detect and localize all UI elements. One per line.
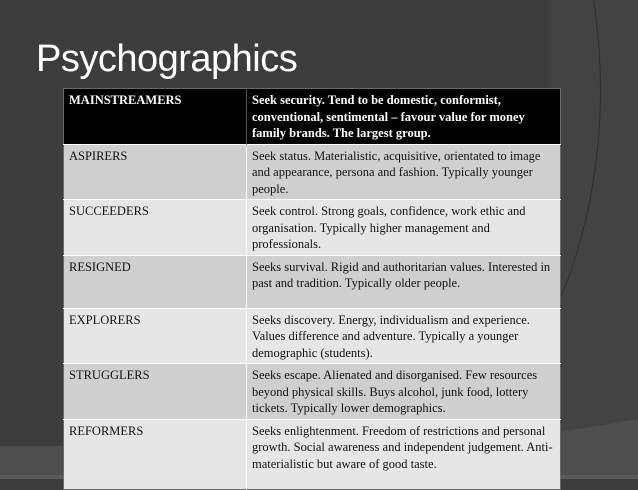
segment-name: MAINSTREAMERS [64, 89, 247, 145]
segment-name: STRUGGLERS [64, 364, 247, 420]
table-row [64, 364, 561, 420]
segment-description: Seeks survival. Rigid and authoritarian values. Interested in past and tradition. Typically older people. [247, 255, 561, 308]
table-row [64, 308, 561, 364]
table-row [64, 144, 561, 200]
table-row [64, 200, 561, 256]
segment-name: ASPIRERS [64, 144, 247, 200]
table-row [64, 89, 561, 145]
segment-description: Seeks discovery. Energy, individualism and experience. Values difference and adventure. Typically a younger demographic (students). [247, 308, 561, 364]
segment-description: Seeks enlightenment. Freedom of restrictions and personal growth. Social awareness and independent judgement. Anti-materialistic but aware of good taste. [247, 419, 561, 489]
segment-name: REFORMERS [64, 419, 247, 489]
segment-name: RESIGNED [64, 255, 247, 308]
slide-title: Psychographics [36, 38, 298, 80]
segment-name: SUCCEEDERS [64, 200, 247, 256]
table-row [64, 255, 561, 308]
segment-name: EXPLORERS [64, 308, 247, 364]
segment-description: Seek security. Tend to be domestic, conformist, conventional, sentimental – favour value for money family brands. The largest group. [247, 89, 561, 145]
segment-description: Seeks escape. Alienated and disorganised. Few resources beyond physical skills. Buys alcohol, junk food, lottery tickets. Typically lower demographics. [247, 364, 561, 420]
segment-description: Seek control. Strong goals, confidence, work ethic and organisation. Typically higher management and professionals. [247, 200, 561, 256]
psychographics-table [63, 88, 561, 490]
segment-description: Seek status. Materialistic, acquisitive, orientated to image and appearance, persona and fashion. Typically younger people. [247, 144, 561, 200]
